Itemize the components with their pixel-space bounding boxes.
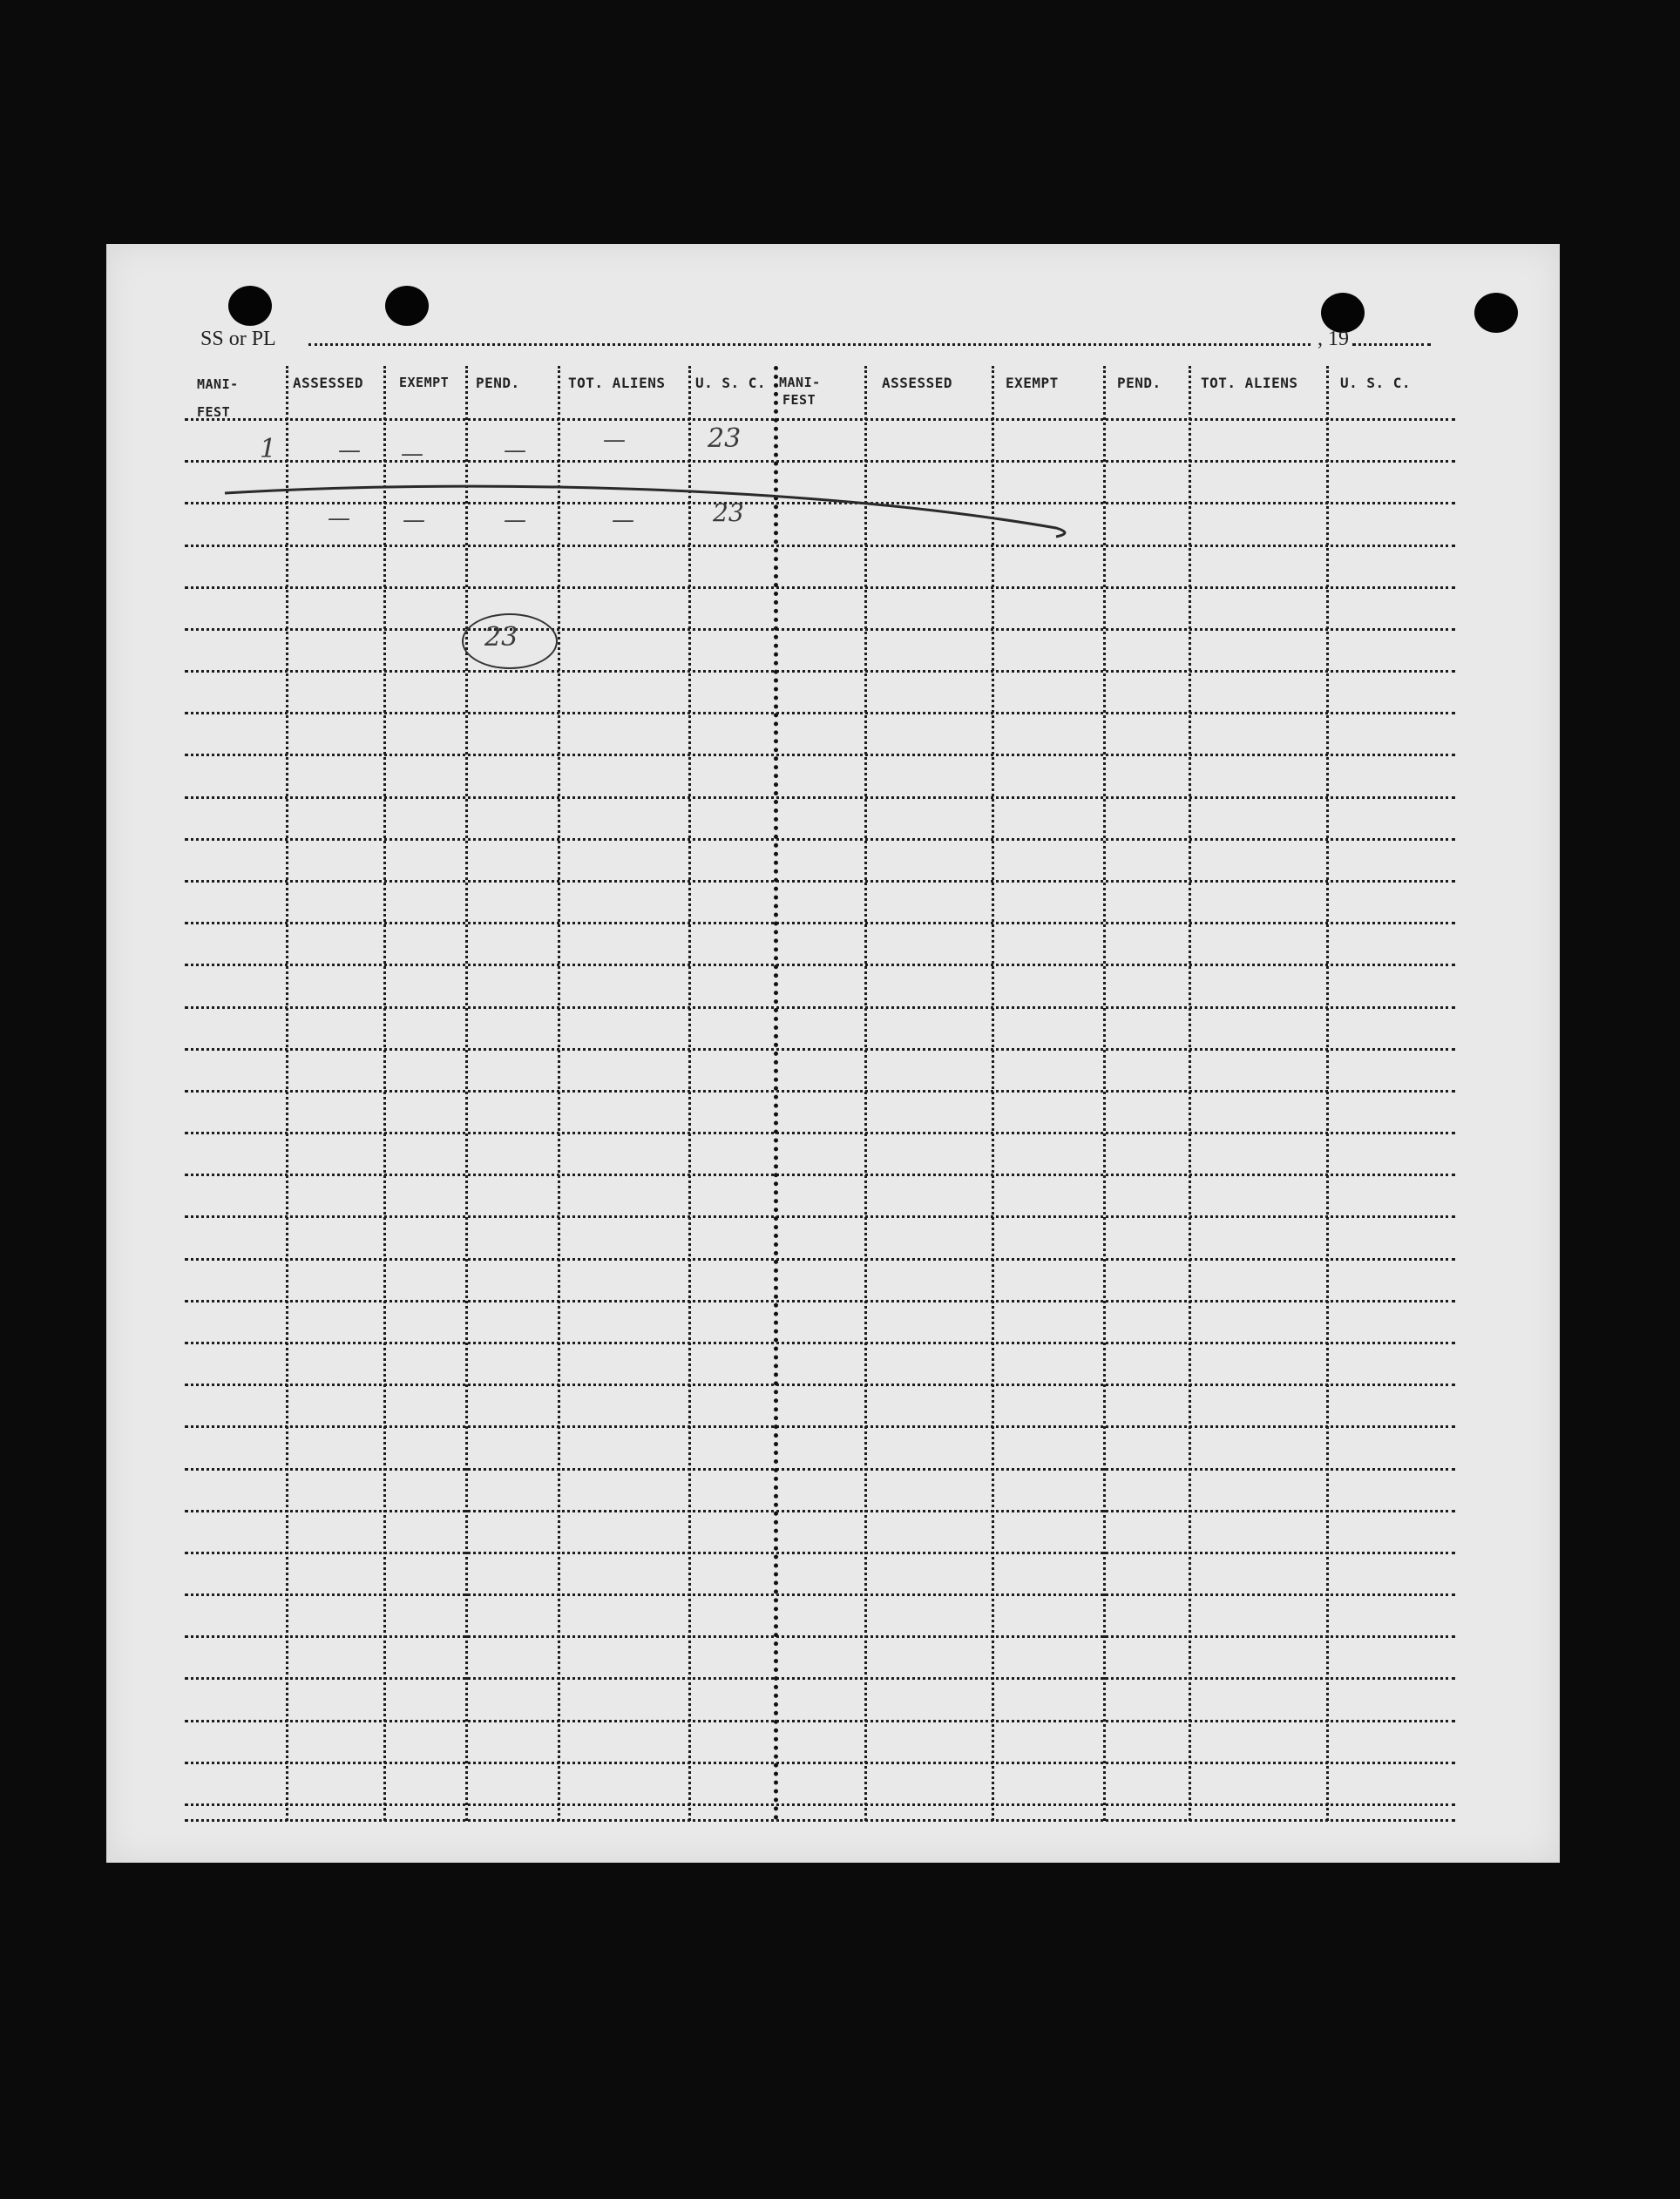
entry-row2-dash: — <box>612 507 634 533</box>
entry-row2-dash: — <box>328 505 350 531</box>
header-manifest-right-2: FEST <box>782 392 816 408</box>
header-pend-left: PEND. <box>476 375 520 391</box>
vessel-label: SS or PL <box>200 328 276 350</box>
header-manifest-left: MANI- <box>197 376 239 392</box>
header-usc-left: U. S. C. <box>695 375 767 391</box>
entry-row1-manifest: 1 <box>260 434 277 464</box>
entry-row2-usc: 23 <box>713 498 744 527</box>
header-manifest-right: MANI- <box>779 375 821 390</box>
header-usc-right: U. S. C. <box>1340 375 1412 391</box>
year-label: , 19 <box>1318 328 1349 350</box>
entry-row1-usc: 23 <box>708 423 742 454</box>
entry-row1-dash: — <box>338 437 361 463</box>
circled-total-value: 23 <box>484 622 518 653</box>
header-manifest-left-2: FEST <box>197 404 231 420</box>
entry-row1-dash: — <box>401 441 423 467</box>
header-tot-aliens-right: TOT. ALIENS <box>1201 375 1298 391</box>
header-tot-aliens-left: TOT. ALIENS <box>568 375 666 391</box>
header-exempt-right: EXEMPT <box>1006 375 1059 391</box>
entry-row1-dash: — <box>504 437 526 463</box>
header-pend-right: PEND. <box>1117 375 1162 391</box>
header-exempt-left: EXEMPT <box>399 375 450 390</box>
strike-through-line <box>106 244 1560 1863</box>
entry-row2-dash: — <box>403 507 425 533</box>
header-assessed-right: ASSESSED <box>882 375 953 391</box>
entry-row2-dash: — <box>504 507 526 533</box>
header-assessed-left: ASSESSED <box>293 375 364 391</box>
entry-row1-dash: — <box>603 427 626 453</box>
form-sheet <box>106 244 1560 1863</box>
